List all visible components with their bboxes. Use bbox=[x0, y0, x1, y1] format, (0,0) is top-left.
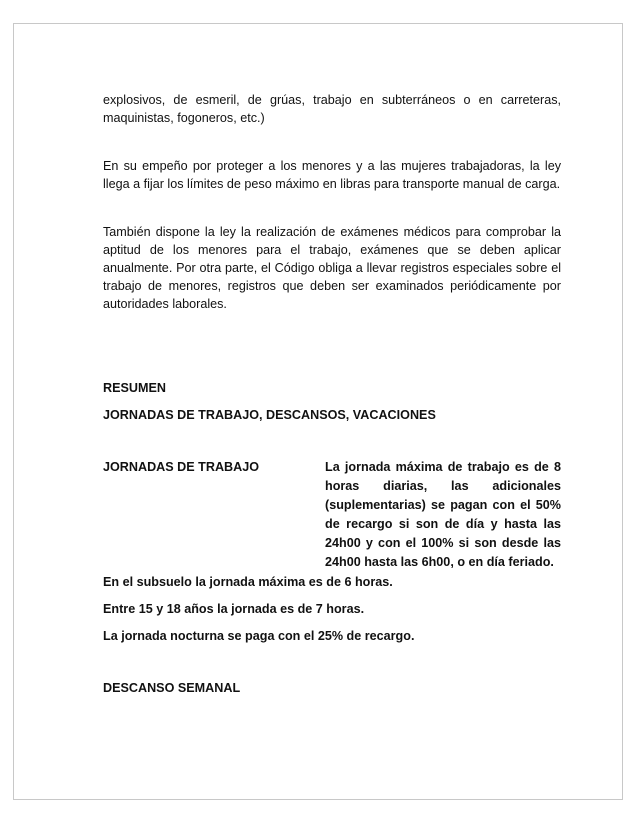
jornadas-label: JORNADAS DE TRABAJO bbox=[103, 460, 260, 474]
document-page bbox=[13, 23, 623, 800]
descanso-heading: DESCANSO SEMANAL bbox=[103, 681, 241, 695]
paragraph-examenes-medicos: También dispone la ley la realización de exámenes médicos para comprobar la aptitud de los menores para el trabajo, exámenes que se deben aplicar anualmente. Por otra parte, el Código obliga a llevar registros especiales sobre el trabajo de menores, registros que deben ser examinados periódicamente por autoridades laborales. bbox=[103, 225, 561, 311]
jornadas-text: La jornada máxima de trabajo es de 8 horas diarias, las adicionales (suplementarias) se pagan con el 50% de recargo si son de día y hasta las 24h00 y con el 100% si son desde las 24h00 hasta las 6h00, o en día feriado. bbox=[325, 460, 561, 569]
resumen-heading: RESUMEN bbox=[103, 381, 166, 395]
line-jornada-nocturna: La jornada nocturna se paga con el 25% de recargo. bbox=[103, 629, 415, 643]
page-content bbox=[103, 91, 561, 697]
paragraph-proteccion-menores: En su empeño por proteger a los menores y a las mujeres trabajadoras, la ley llega a fijar los límites de peso máximo en libras para transporte manual de carga. bbox=[103, 159, 561, 191]
paragraph-explosivos: explosivos, de esmeril, de grúas, trabajo en subterráneos o en carreteras, maquinistas, fogoneros, etc.) bbox=[103, 93, 561, 125]
section-heading: JORNADAS DE TRABAJO, DESCANSOS, VACACIONES bbox=[103, 408, 436, 422]
line-menores-edad: Entre 15 y 18 años la jornada es de 7 horas. bbox=[103, 602, 365, 616]
line-subsuelo: En el subsuelo la jornada máxima es de 6 horas. bbox=[103, 575, 393, 589]
jornadas-row bbox=[103, 458, 561, 572]
